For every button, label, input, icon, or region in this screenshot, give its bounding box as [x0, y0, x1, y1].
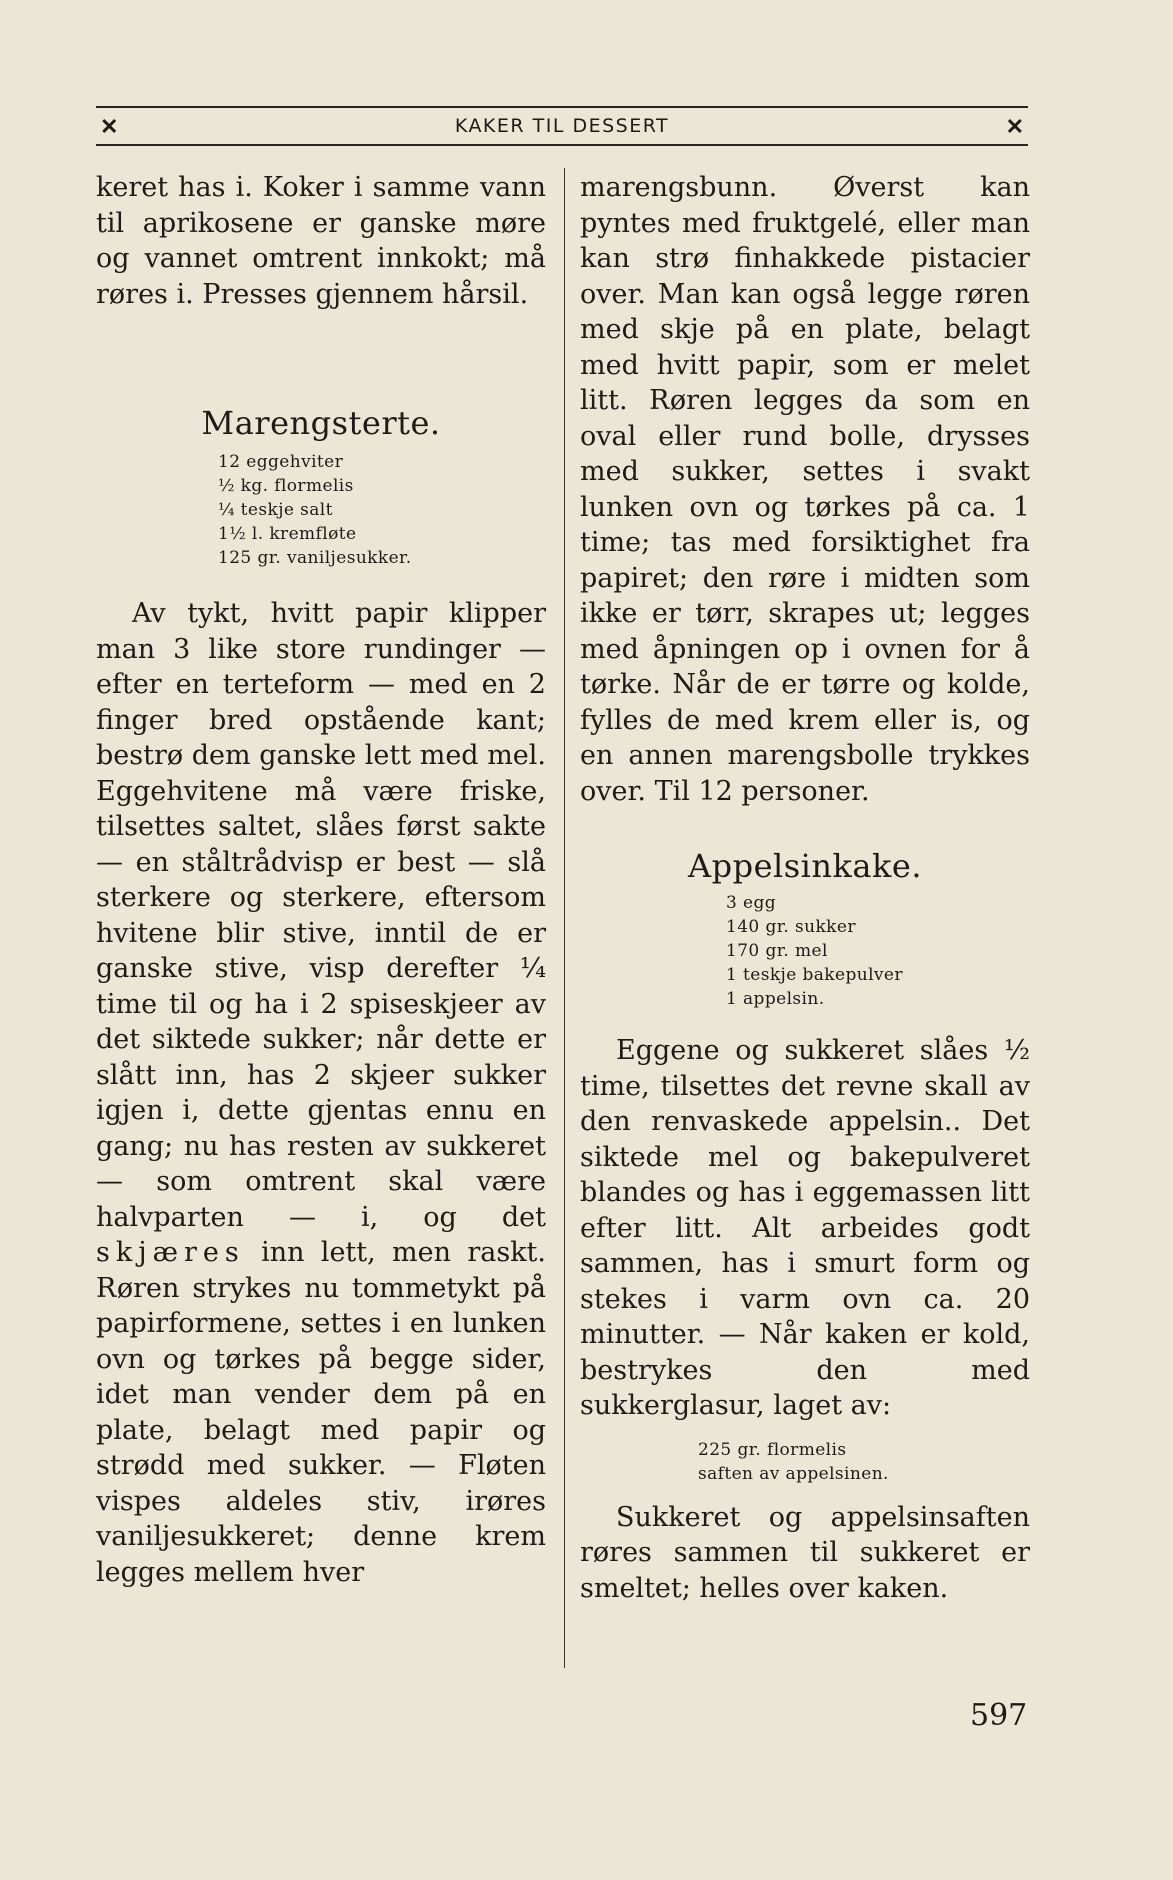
ingredient-item: 1½ l. kremfløte [218, 524, 357, 544]
ingredient-item: 12 eggehviter [218, 452, 344, 472]
ingredient-list-glaze [580, 1438, 1030, 1486]
continued-paragraph: keret has i. Koker i samme vann til aprikosene er ganske møre og vannet omtrent innkokt; må røres i. Presses gjennem hårsil. [96, 172, 546, 310]
method-text: Av tykt, hvitt papir klipper man 3 like store rundinger — efter en terteform — med en 2 finger bred opstående kant; bestrø dem ganske lett med mel. Eggehvitene må være friske, tilsettes saltet, slåes først sakte — en ståltrådvisp er best — slå sterkere og sterkere, eftersom hvitene blir stive, inntil de er ganske stive, visp derefter ¼ time til og ha i 2 spiseskjeer av det siktede sukker; når dette er slått inn, has 2 skjeer sukker igjen i, dette gjentas ennu en gang; nu has resten av sukkeret — som omtrent skal være halvparten — i, og det [96, 598, 546, 1233]
method-text: inn lett, men raskt. Røren strykes nu tommetykt på papirformene, settes i en lunken ovn og tørkes på begge sider, idet man vender dem på en plate, belagt med papir og strødd med sukker. — Fløten vispes aldeles stiv, irøres vaniljesukkeret; denne krem legges mellem hver [96, 1237, 546, 1588]
final-paragraph: Sukkeret og appelsinsaften røres sammen til sukkeret er smeltet; helles over kaken. [580, 1501, 1030, 1604]
ingredient-list-appelsinkake [580, 891, 1030, 1011]
left-ornament-icon: ✕ [100, 114, 119, 140]
ingredient-item: ½ kg. flormelis [218, 476, 354, 496]
right-ornament-icon: ✕ [1005, 114, 1024, 140]
continued-paragraph-right: marengsbunn. Øverst kan pyntes med fruktgelé, eller man kan strø finhakkede pistacier over. Man kan også legge røren med skje på en plate, belagt med hvitt papir, som er melet litt. Røren legges da som en oval eller rund bolle, drysses med sukker, settes i svakt lunken ovn og tørkes på ca. 1 time; tas med forsiktighet fra papiret; den røre i midten som ikke er tørr, skrapes ut; legges med åpningen op i ovnen for å tørke. Når de er tørre og kolde, fylles de med krem eller is, og en annen marengsbolle trykkes over. Til 12 personer. [580, 172, 1030, 807]
ingredient-item: 140 gr. sukker [726, 917, 856, 937]
ingredient-item: 1 appelsin. [726, 989, 825, 1009]
left-column [96, 170, 546, 1590]
recipe-heading-appelsinkake: Appelsinkake. [688, 847, 922, 885]
page-number: 597 [970, 1698, 1028, 1733]
ingredient-item: 170 gr. mel [726, 941, 828, 961]
running-header [96, 106, 1028, 146]
recipe-heading-marengsterte: Marengsterte. [201, 404, 441, 442]
spaced-emphasis: skjæres [96, 1237, 245, 1268]
ingredient-item: 125 gr. vaniljesukker. [218, 548, 412, 568]
ingredient-item: 225 gr. flormelis [698, 1439, 847, 1460]
method-paragraph-marengsterte [96, 596, 546, 1590]
ingredient-item: 1 teskje bakepulver [726, 965, 903, 985]
right-column [580, 170, 1030, 1606]
running-title: KAKER TIL DESSERT [454, 115, 670, 137]
method-paragraph-appelsinkake: Eggene og sukkeret slåes ½ time, tilsettes det revne skall av den renvaskede appelsin.. Det siktede mel og bakepulveret blandes og has i eggemassen litt efter litt. Alt arbeides godt sammen, has i smurt form og stekes i varm ovn ca. 20 minutter. — Når kaken er kold, bestrykes den med sukkerglasur, laget av: [580, 1035, 1030, 1421]
ingredient-item: ¼ teskje salt [218, 500, 333, 520]
ingredient-item: saften av appelsinen. [698, 1463, 889, 1484]
ingredient-list-marengsterte [96, 450, 546, 570]
column-divider [564, 168, 565, 1668]
ingredient-item: 3 egg [726, 893, 777, 913]
